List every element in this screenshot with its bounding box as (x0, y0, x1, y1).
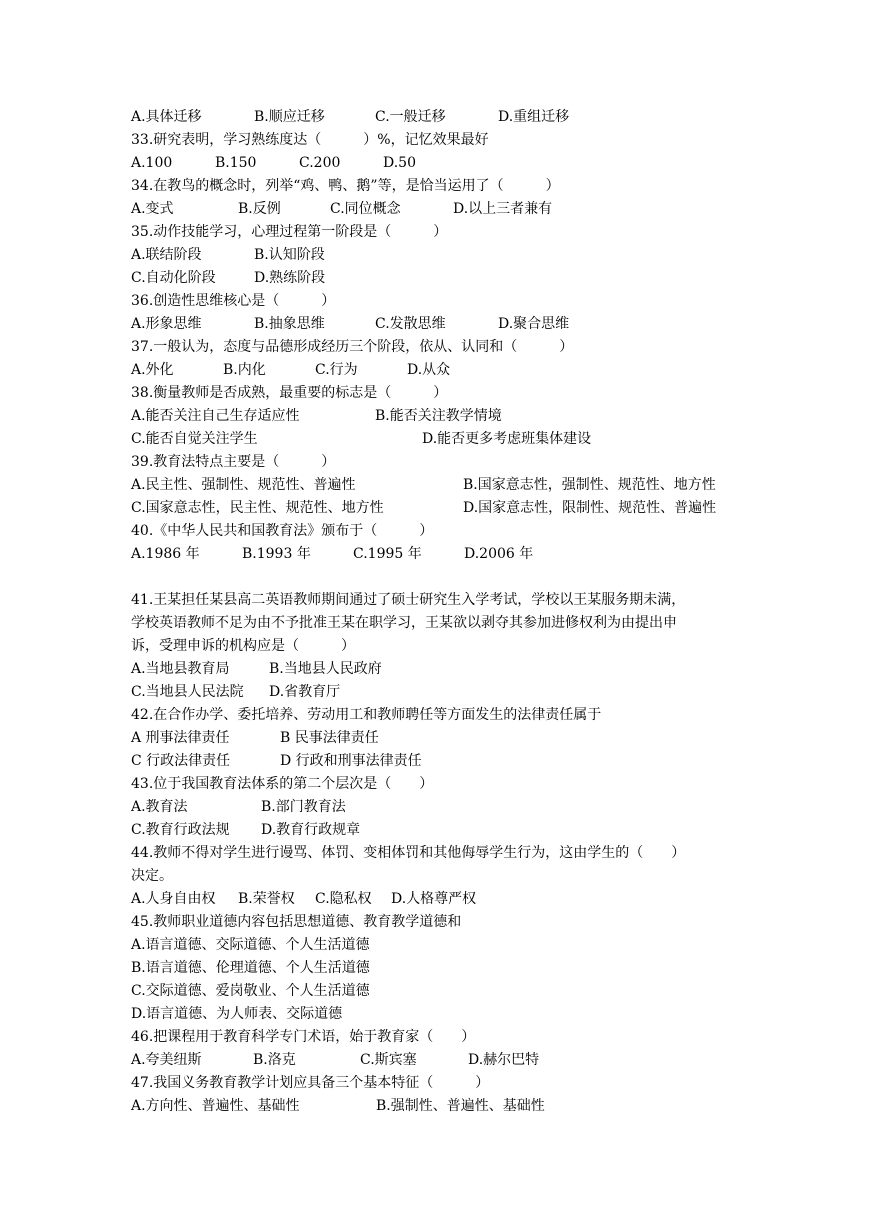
options-row (131, 405, 751, 428)
answer-option: B.能否关注教学情境 (375, 408, 502, 424)
answer-option: A.具体迁移 (131, 109, 202, 125)
text-line: 47.我国义务教育教学计划应具备三个基本特征（ ） (131, 1075, 490, 1091)
answer-option: C.当地县人民法院 (131, 684, 244, 700)
text-line: 43.位于我国教育法体系的第二个层次是（ ） (131, 776, 434, 792)
answer-option: B.反例 (238, 201, 281, 217)
answer-option: C.200 (299, 155, 341, 171)
options-row (131, 658, 751, 681)
options-row (131, 313, 751, 336)
answer-option: B.洛克 (253, 1052, 296, 1068)
options-row (131, 888, 751, 911)
answer-option: A.形象思维 (131, 316, 202, 332)
answer-option: C.行为 (315, 362, 358, 378)
blank-line (131, 566, 751, 589)
options-row (131, 267, 751, 290)
answer-option: D.人格尊严权 (391, 891, 477, 907)
options-row (131, 727, 751, 750)
text-line: 33.研究表明，学习熟练度达（ ）%，记忆效果最好 (131, 132, 489, 148)
answer-option: A.1986 年 (131, 546, 200, 562)
answer-option: A.方向性、普遍性、基础性 (131, 1098, 300, 1114)
text-line: 学校英语教师不足为由不予批准王某在职学习，王某欲以剥夺其参加进修权利为由提出申 (131, 615, 677, 631)
options-row (131, 106, 751, 129)
answer-option: B.当地县人民政府 (269, 661, 382, 677)
options-row (131, 1095, 751, 1118)
text-line: 35.动作技能学习，心理过程第一阶段是（ ） (131, 224, 448, 240)
answer-option: A.能否关注自己生存适应性 (131, 408, 300, 424)
options-row (131, 750, 751, 773)
answer-option: B.顺应迁移 (254, 109, 325, 125)
text-line: A.语言道德、交际道德、个人生活道德 (131, 937, 370, 953)
options-row (131, 244, 751, 267)
options-row (131, 796, 751, 819)
text-line: C.交际道德、爱岗敬业、个人生活道德 (131, 983, 370, 999)
answer-option: B.强制性、普遍性、基础性 (376, 1098, 545, 1114)
answer-option: A.当地县教育局 (131, 661, 230, 677)
answer-option: A.100 (131, 155, 173, 171)
answer-option: B.荣誉权 (238, 891, 295, 907)
answer-option: C.1995 年 (353, 546, 422, 562)
answer-option: D.省教育厅 (269, 684, 341, 700)
text-line: 46.把课程用于教育科学专门术语，始于教育家（ ） (131, 1029, 476, 1045)
options-row (131, 543, 751, 566)
answer-option: D.50 (383, 155, 416, 171)
answer-option: B.1993 年 (242, 546, 311, 562)
answer-option: C.一般迁移 (375, 109, 446, 125)
options-row (131, 359, 751, 382)
text-line: 45.教师职业道德内容包括思想道德、教育教学道德和 (131, 914, 462, 930)
answer-option: D.重组迁移 (498, 109, 570, 125)
answer-option: B.部门教育法 (261, 799, 346, 815)
text-line: 42.在合作办学、委托培养、劳动用工和教师聘任等方面发生的法律责任属于 (131, 707, 602, 723)
answer-option: D 行政和刑事法律责任 (280, 753, 422, 769)
answer-option: A.外化 (131, 362, 174, 378)
answer-option: D.2006 年 (464, 546, 534, 562)
options-row (131, 681, 751, 704)
answer-option: C.发散思维 (375, 316, 446, 332)
answer-option: B 民事法律责任 (280, 730, 379, 746)
text-line: B.语言道德、伦理道德、个人生活道德 (131, 960, 370, 976)
answer-option: D.聚合思维 (498, 316, 570, 332)
options-row (131, 819, 751, 842)
text-line: 决定。 (131, 868, 173, 884)
answer-option: B.内化 (223, 362, 266, 378)
answer-option: C.隐私权 (315, 891, 372, 907)
answer-option: C.教育行政法规 (131, 822, 230, 838)
answer-option: C.国家意志性，民主性、规范性、地方性 (131, 500, 384, 516)
options-row (131, 497, 751, 520)
answer-option: B.150 (215, 155, 257, 171)
answer-option: D.以上三者兼有 (453, 201, 553, 217)
text-line: 40.《中华人民共和国教育法》颁布于（ ） (131, 523, 434, 539)
answer-option: D.从众 (407, 362, 451, 378)
text-line: 37.一般认为，态度与品德形成经历三个阶段，依从、认同和（ ） (131, 339, 574, 355)
answer-option: D.国家意志性，限制性、规范性、普遍性 (463, 500, 717, 516)
text-line: 38.衡量教师是否成熟，最重要的标志是（ ） (131, 385, 448, 401)
answer-option: A.教育法 (131, 799, 188, 815)
answer-option: B.认知阶段 (254, 247, 325, 263)
text-line: 36.创造性思维核心是（ ） (131, 293, 336, 309)
answer-option: C.斯宾塞 (360, 1052, 417, 1068)
text-line: 39.教育法特点主要是（ ） (131, 454, 336, 470)
options-row (131, 152, 751, 175)
options-row (131, 428, 751, 451)
answer-option: C.自动化阶段 (131, 270, 216, 286)
options-row (131, 1049, 751, 1072)
answer-option: C.能否自觉关注学生 (131, 431, 258, 447)
answer-option: A.联结阶段 (131, 247, 202, 263)
answer-option: B.国家意志性，强制性、规范性、地方性 (463, 477, 716, 493)
answer-option: A.人身自由权 (131, 891, 216, 907)
exam-page (131, 106, 751, 1118)
text-line: 诉，受理申诉的机构应是（ ） (131, 638, 355, 654)
text-line: 34.在教鸟的概念时，列举“鸡、鸭、鹅”等，是恰当运用了（ ） (131, 178, 560, 194)
answer-option: A 刑事法律责任 (131, 730, 230, 746)
answer-option: C 行政法律责任 (131, 753, 231, 769)
answer-option: B.抽象思维 (254, 316, 325, 332)
text-line: 41.王某担任某县高二英语教师期间通过了硕士研究生入学考试，学校以王某服务期未满， (131, 592, 686, 608)
answer-option: D.能否更多考虑班集体建设 (422, 431, 592, 447)
answer-option: D.熟练阶段 (254, 270, 326, 286)
text-line: D.语言道德、为人师表、交际道德 (131, 1006, 343, 1022)
answer-option: D.教育行政规章 (261, 822, 361, 838)
options-row (131, 474, 751, 497)
answer-option: A.夸美纽斯 (131, 1052, 202, 1068)
answer-option: C.同位概念 (330, 201, 401, 217)
text-line: 44.教师不得对学生进行谩骂、体罚、变相体罚和其他侮辱学生行为，这由学生的（ ） (131, 845, 686, 861)
answer-option: D.赫尔巴特 (468, 1052, 540, 1068)
answer-option: A.民主性、强制性、规范性、普遍性 (131, 477, 356, 493)
options-row (131, 198, 751, 221)
answer-option: A.变式 (131, 201, 174, 217)
